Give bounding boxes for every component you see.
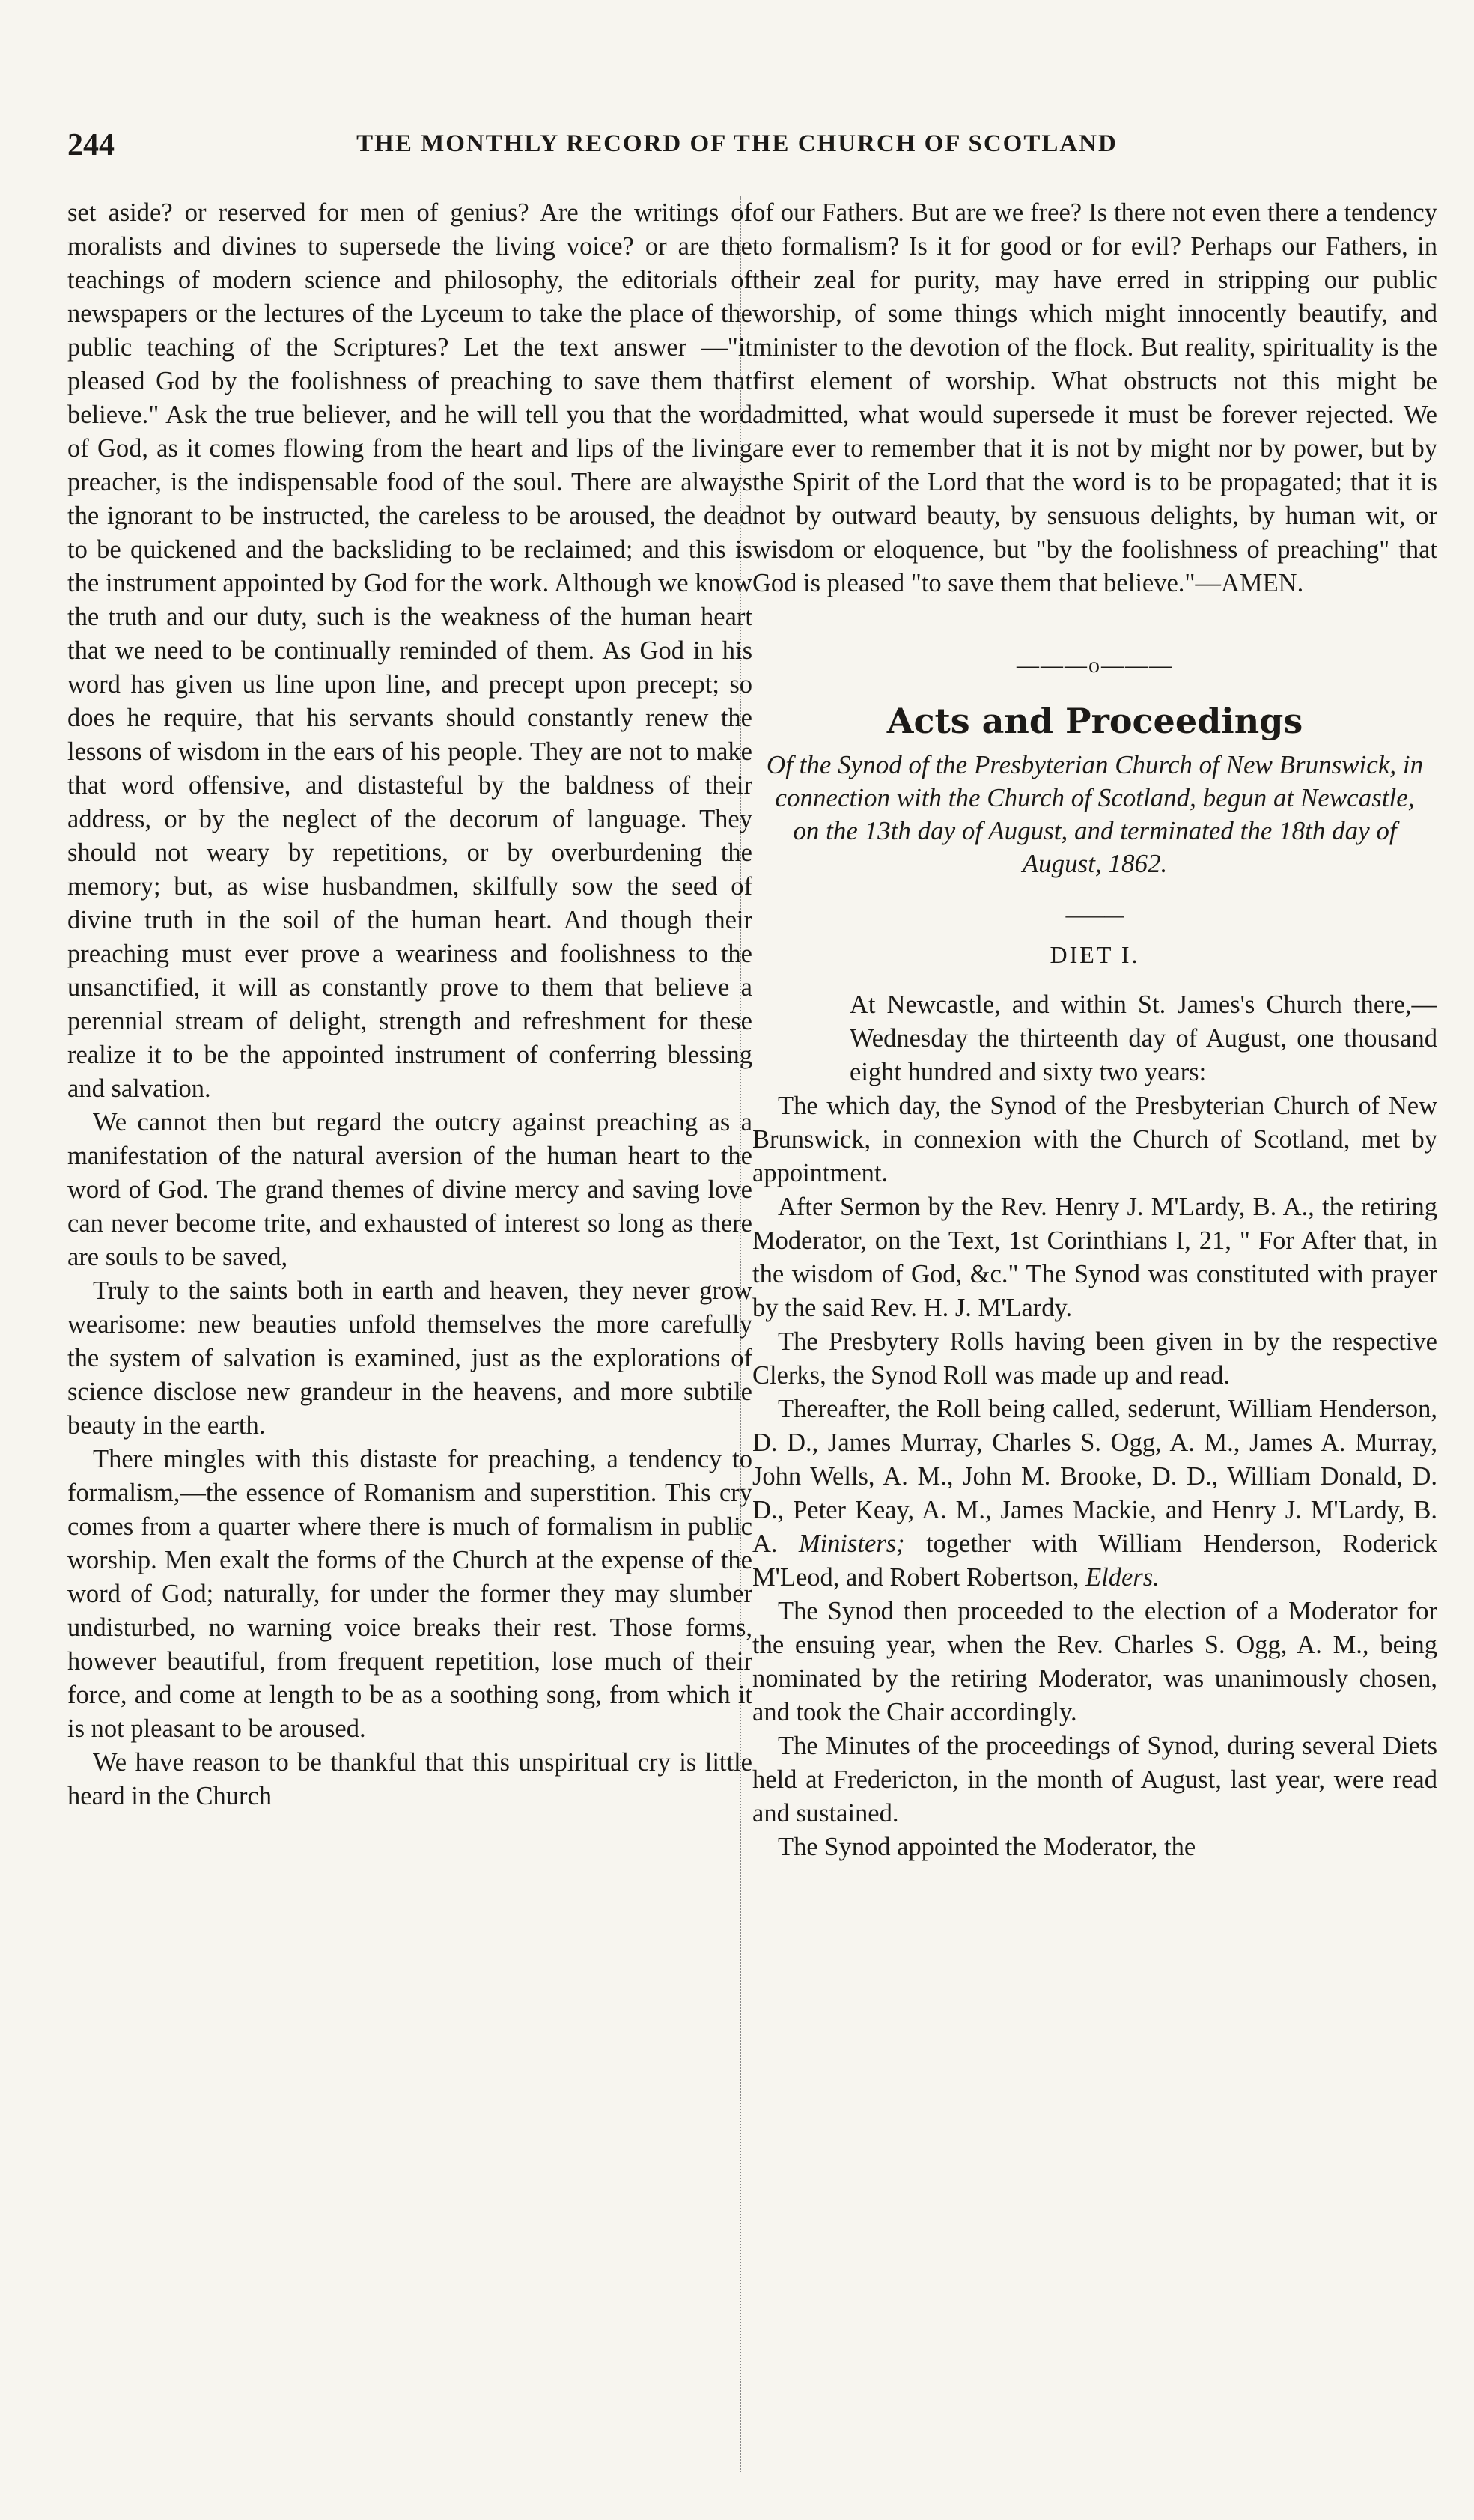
elders-label: Elders. [1085, 1563, 1160, 1592]
paragraph: After Sermon by the Rev. Henry J. M'Lardy, B. A., the retiring Moderator, on the Text, 1st Corinthians I, 21, " For After that, in the wisdom of God, &c." The Synod was constituted with prayer by the said Rev. H. J. M'Lardy. [752, 1193, 1437, 1322]
sederunt-text: Thereafter, the Roll being called, sederunt, William Henderson, D. D., James Murray, Charles S. Ogg, A. M., James A. Murray, John Wells, A. M., John M. Brooke, D. D., William Donald, D. D., Peter Keay, A. M., James Mackie, and Henry J. M'Lardy, B. A. [752, 1395, 1437, 1558]
paragraph: set aside? or reserved for men of genius? Are the writings of moralists and divines to supersede the living voice? or are the teachings of modern science and philosophy, the editorials of newspapers or the lectures of the Lyceum to take the place of the public teaching of the Scriptures? Let the text answer —"it pleased God by the foolishness of preaching to save them that believe." Ask the true believer, and he will tell you that the word of God, as it comes flowing from the heart and lips of the living preacher, is the indispensable food of the soul. There are always the ignorant to be instructed, the careless to be aroused, the dead to be quickened and the backsliding to be reclaimed; and this is the instrument appointed by God for the work. Although we know the truth and our duty, such is the weakness of the human heart that we need to be continually reminded of them. As God in his word has given us line upon line, and precept upon precept; so does he require, that his servants should constantly renew the lessons of wisdom in the ears of his people. They are not to make that word offensive, and distasteful by the baldness of their address, or by the neglect of the decorum of language. They should not weary by repetitions, or by overburdening the memory; but, as wise husbandmen, skilfully sow the seed of divine truth in the soil of the human heart. And though their preaching must ever prove a weariness and foolishness to the unsanctified, it will as constantly prove to them that believe a perennial stream of delight, strength and refreshment for these realize it to be the appointed instrument of conferring blessing and salvation. [67, 198, 752, 1103]
paragraph: The Synod appointed the Moderator, the [778, 1833, 1196, 1861]
paragraph: Truly to the saints both in earth and heaven, they never grow wearisome: new beauties unfold themselves the more carefully the system of salvation is examined, just as the explorations of science disclose new grandeur in the heavens, and more subtile beauty in the earth. [67, 1276, 752, 1440]
opening-paragraph: At Newcastle, and within St. James's Church there,—Wednesday the thirteenth day of August, one thousand eight hundred and sixty two years: [850, 990, 1437, 1086]
running-head: THE MONTHLY RECORD OF THE CHURCH OF SCOTLAND [356, 130, 1118, 157]
paragraph: The Synod then proceeded to the election of a Moderator for the ensuing year, when the Rev. Charles S. Ogg, A. M., being nominated by the retiring Moderator, was unanimously chosen, and took the Chair accordingly. [752, 1597, 1437, 1726]
short-rule: ——— [1065, 904, 1124, 926]
paragraph: We cannot then but regard the outcry against preaching as a manifestation of the natural aversion of the human heart to the word of God. The grand themes of divine mercy and saving love can never become trite, and exhausted of interest so long as there are souls to be saved, [67, 1108, 752, 1271]
page-number: 244 [67, 128, 115, 162]
section-title: Acts and Proceedings [886, 701, 1303, 741]
diet-heading: DIET I. [1050, 941, 1140, 968]
paragraph: We have reason to be thankful that this unspiritual cry is little heard in the Church [67, 1748, 752, 1810]
section-rule: ———o——— [1017, 653, 1173, 678]
paragraph: There mingles with this distaste for preaching, a tendency to formalism,—the essence of Romanism and superstition. This cry comes from a quarter where there is much of formalism in public worship. Men exalt the forms of the Church at the expense of the word of God; naturally, for under the former they may slumber undisturbed, no warning voice breaks their rest. Those forms, however beautiful, from frequent repetition, lose much of their force, and come at length to be as a soothing song, from which it is not pleasant to be aroused. [67, 1445, 752, 1743]
right-column [752, 196, 1437, 2465]
sederunt-elders-text: together with William Henderson, Roderick M'Leod, and Robert Robertson, [752, 1530, 1437, 1592]
paragraph: The Minutes of the proceedings of Synod, during several Diets held at Fredericton, in the month of August, last year, were read and sustained. [752, 1732, 1437, 1827]
paragraph: The which day, the Synod of the Presbyterian Church of New Brunswick, in connexion with the Church of Scotland, met by appointment. [752, 1092, 1437, 1187]
left-column [67, 196, 752, 2465]
section-subtitle: Of the Synod of the Presbyterian Church of New Brunswick, in connection with the Church of Scotland, begun at Newcastle, on the 13th day of August, and terminated the 18th day of August, 1862. [766, 750, 1424, 878]
paragraph: The Presbytery Rolls having been given in by the respective Clerks, the Synod Roll was made up and read. [752, 1327, 1437, 1390]
ministers-label: Ministers; [798, 1530, 905, 1558]
sederunt-paragraph [752, 1393, 1437, 1595]
page-header [67, 127, 1407, 169]
paragraph: of our Fathers. But are we free? Is there not even there a tendency to formalism? Is it for good or for evil? Perhaps our Fathers, in their zeal for purity, may have erred in stripping our public worship, of some things which might innocently beautify, and minister to the devotion of the flock. But reality, spirituality is the first element of worship. What obstructs not this might be admitted, what would supersede it must be forever rejected. We are ever to remember that it is not by might nor by power, but by the Spirit of the Lord that the word is to be propagated; that it is not by outward beauty, by sensuous delights, by human wit, or wisdom or eloquence, but "by the foolishness of preaching" that God is pleased "to save them that believe."—AMEN. [752, 198, 1437, 597]
